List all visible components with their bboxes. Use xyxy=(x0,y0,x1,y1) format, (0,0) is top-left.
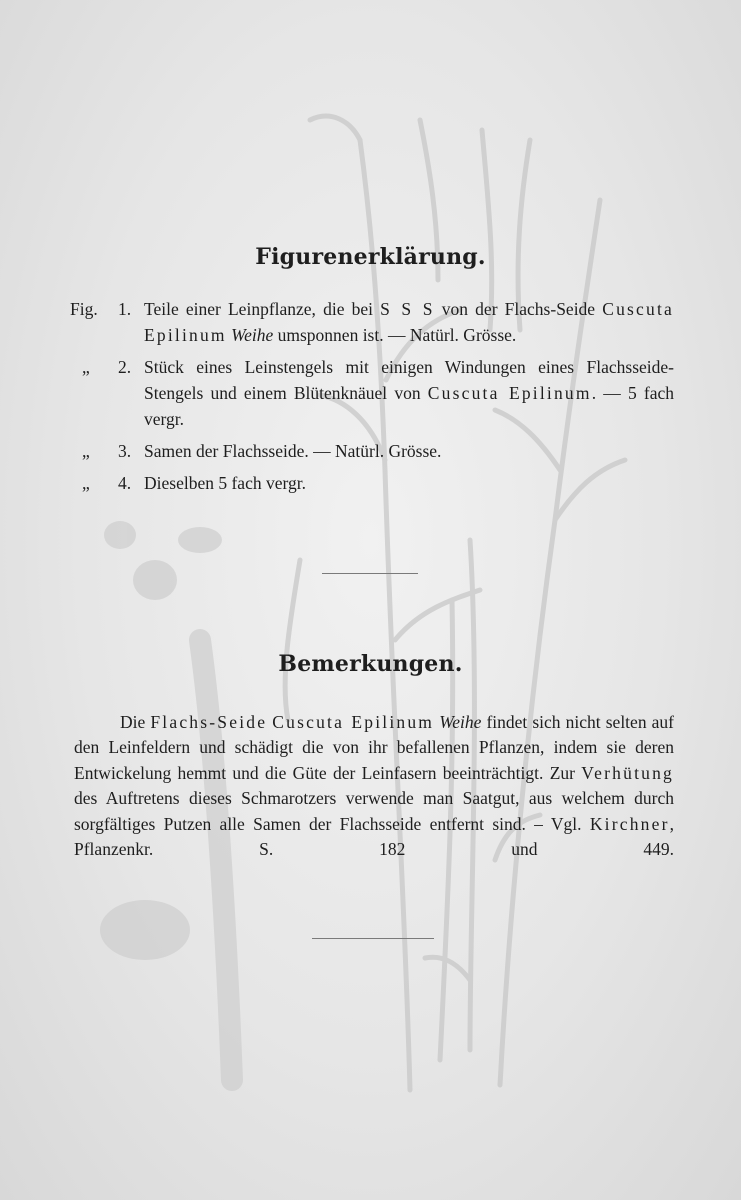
remarks-text: des Auftretens dieses Schmarotzers verwende man Saatgut, aus welchem durch sorgfältiges Putzen alle Samen der Flachsseide entfernt sind. – Vgl. xyxy=(74,788,674,834)
figure-number: 1. xyxy=(118,299,132,319)
figure-item-3 xyxy=(70,438,674,464)
remarks-text: findet sich nicht selten auf den Leinfeldern und schädigt die von ihr befallenen Pflanzen, indem sie deren Entwickelung hemmt und die Güte der Leinfasern beeinträchtigt. Zur xyxy=(74,712,675,783)
figure-item-1 xyxy=(70,296,674,348)
figure-number: 2. xyxy=(118,357,132,377)
caption-text: von der Flachs-Seide xyxy=(434,299,603,319)
figure-label-ditto: „ xyxy=(82,473,90,493)
figure-label: Fig. xyxy=(70,299,98,319)
caption-text: Stück eines Leinstengels mit einigen Windungen eines Flachsseide-Stengels und einem Blütenknäuel von xyxy=(144,357,674,403)
species-name: Cuscuta Epilinum xyxy=(272,712,435,732)
author-name: Weihe xyxy=(439,712,482,732)
figure-item-4 xyxy=(70,470,674,496)
caption-text-spaced: S S S xyxy=(380,299,435,319)
common-name: Flachs-Seide xyxy=(150,712,268,732)
figure-explanation-heading: Figurenerklärung. xyxy=(255,244,486,270)
caption-text: Teile einer Leinpflanze, die bei xyxy=(144,299,381,319)
figure-label-ditto: „ xyxy=(82,357,90,377)
remarks-text: Die xyxy=(120,712,151,732)
figure-list xyxy=(70,296,674,502)
caption-text: Dieselben 5 fach vergr. xyxy=(144,473,306,493)
end-divider xyxy=(312,938,434,939)
figure-caption xyxy=(144,296,674,348)
author-name: Weihe xyxy=(231,325,274,345)
remarks-paragraph xyxy=(74,710,674,862)
emphasis-term: Verhütung xyxy=(581,762,674,783)
remarks-text: , Pflanzenkr. S. 182 und 449. xyxy=(74,813,674,860)
reference-author: Kirchner xyxy=(589,813,670,834)
figure-caption xyxy=(144,470,674,496)
caption-text: umsponnen ist. — Natürl. Grösse. xyxy=(273,325,517,345)
figure-number: 3. xyxy=(118,441,132,461)
remarks-heading: Bemerkungen. xyxy=(278,651,463,677)
figure-item-2 xyxy=(70,354,674,432)
species-name: Cuscuta Epilinum xyxy=(144,299,674,345)
figure-number: 4. xyxy=(118,473,132,493)
figure-label-ditto: „ xyxy=(82,441,90,461)
species-name: Cuscuta Epilinum xyxy=(427,383,592,403)
caption-text: . — 5 fach vergr. xyxy=(144,383,674,429)
figure-caption xyxy=(144,438,674,464)
figure-caption xyxy=(144,354,674,432)
caption-text: Samen der Flachsseide. — Natürl. Grösse. xyxy=(144,441,442,461)
section-divider xyxy=(322,573,418,574)
